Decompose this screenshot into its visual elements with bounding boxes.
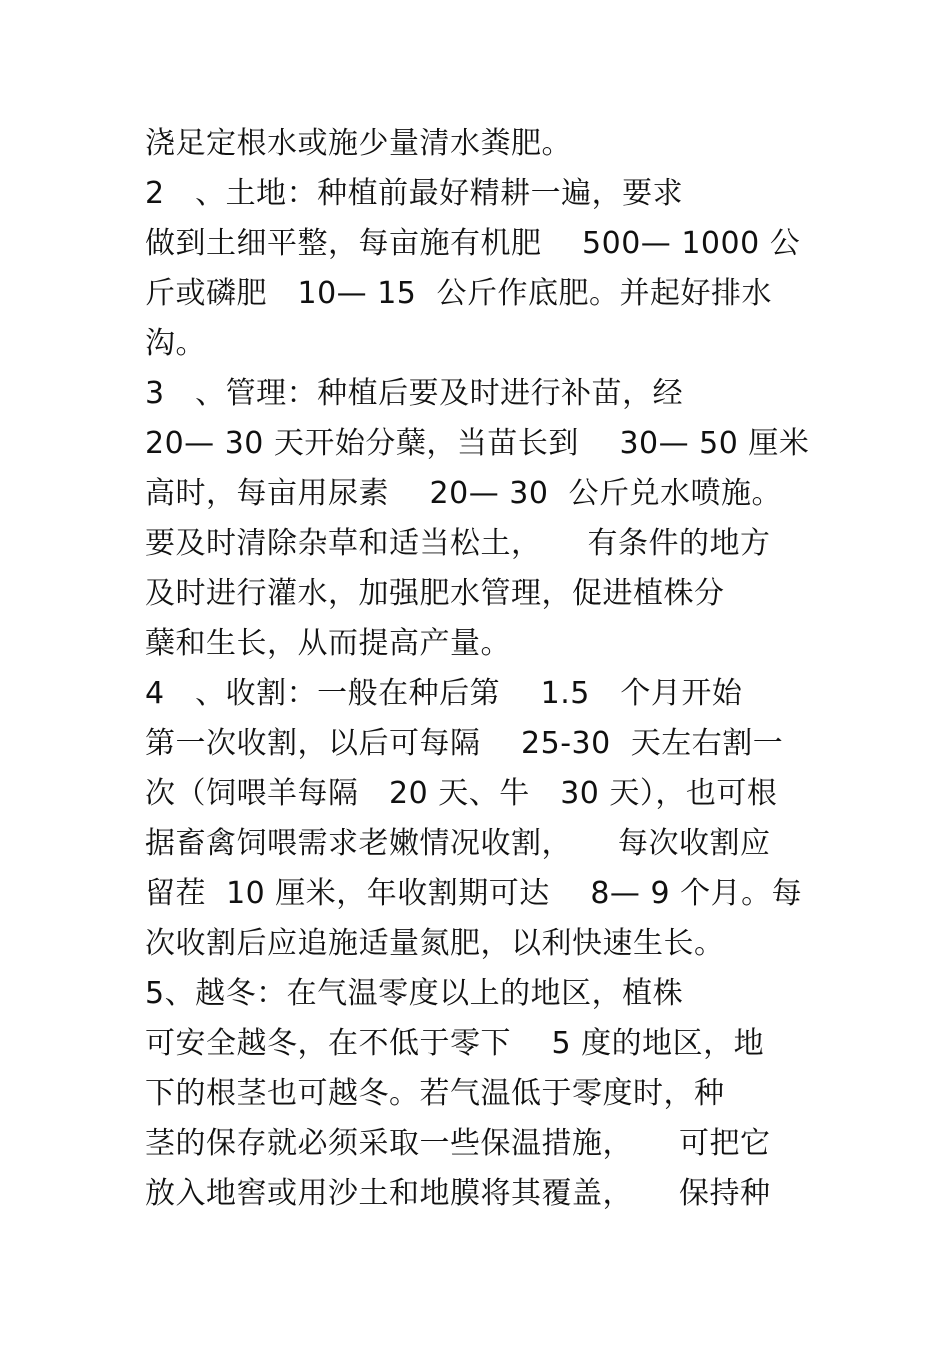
text-line: 3 、管理：种植后要及时进行补苗，经 (145, 376, 684, 411)
text-line: 次（饲喂羊每隔 20 天、牛 30 天），也可根 (145, 776, 778, 811)
text-line: 放入地窖或用沙土和地膜将其覆盖， 保持种 (145, 1176, 771, 1211)
text-line: 浇足定根水或施少量清水粪肥。 (145, 126, 572, 161)
text-line: 高时，每亩用尿素 20— 30 公斤兑水喷施。 (145, 476, 782, 511)
text-line: 第一次收割，以后可每隔 25-30 天左右割一 (145, 726, 784, 761)
text-line: 沟。 (145, 326, 206, 361)
text-line: 留茬 10 厘米，年收割期可达 8— 9 个月。每 (145, 876, 803, 911)
text-line: 蘖和生长，从而提高产量。 (145, 626, 511, 661)
text-line: 5、越冬：在气温零度以上的地区，植株 (145, 976, 684, 1011)
text-line: 及时进行灌水，加强肥水管理，促进植株分 (145, 576, 725, 611)
text-line: 斤或磷肥 10— 15 公斤作底肥。并起好排水 (145, 276, 772, 311)
text-line: 4 、收割：一般在种后第 1.5 个月开始 (145, 676, 743, 711)
text-line: 做到土细平整，每亩施有机肥 500— 1000 公 (145, 226, 801, 261)
text-line: 2 、土地：种植前最好精耕一遍，要求 (145, 176, 684, 211)
text-line: 下的根茎也可越冬。若气温低于零度时，种 (145, 1076, 725, 1111)
text-line: 据畜禽饲喂需求老嫩情况收割， 每次收割应 (145, 826, 771, 861)
text-line: 20— 30 天开始分蘖，当苗长到 30— 50 厘米 (145, 426, 810, 461)
text-line: 次收割后应追施适量氮肥，以利快速生长。 (145, 926, 725, 961)
text-line: 茎的保存就必须采取一些保温措施， 可把它 (145, 1126, 771, 1161)
text-line: 要及时清除杂草和适当松土， 有条件的地方 (145, 526, 771, 561)
text-line: 可安全越冬，在不低于零下 5 度的地区，地 (145, 1026, 765, 1061)
